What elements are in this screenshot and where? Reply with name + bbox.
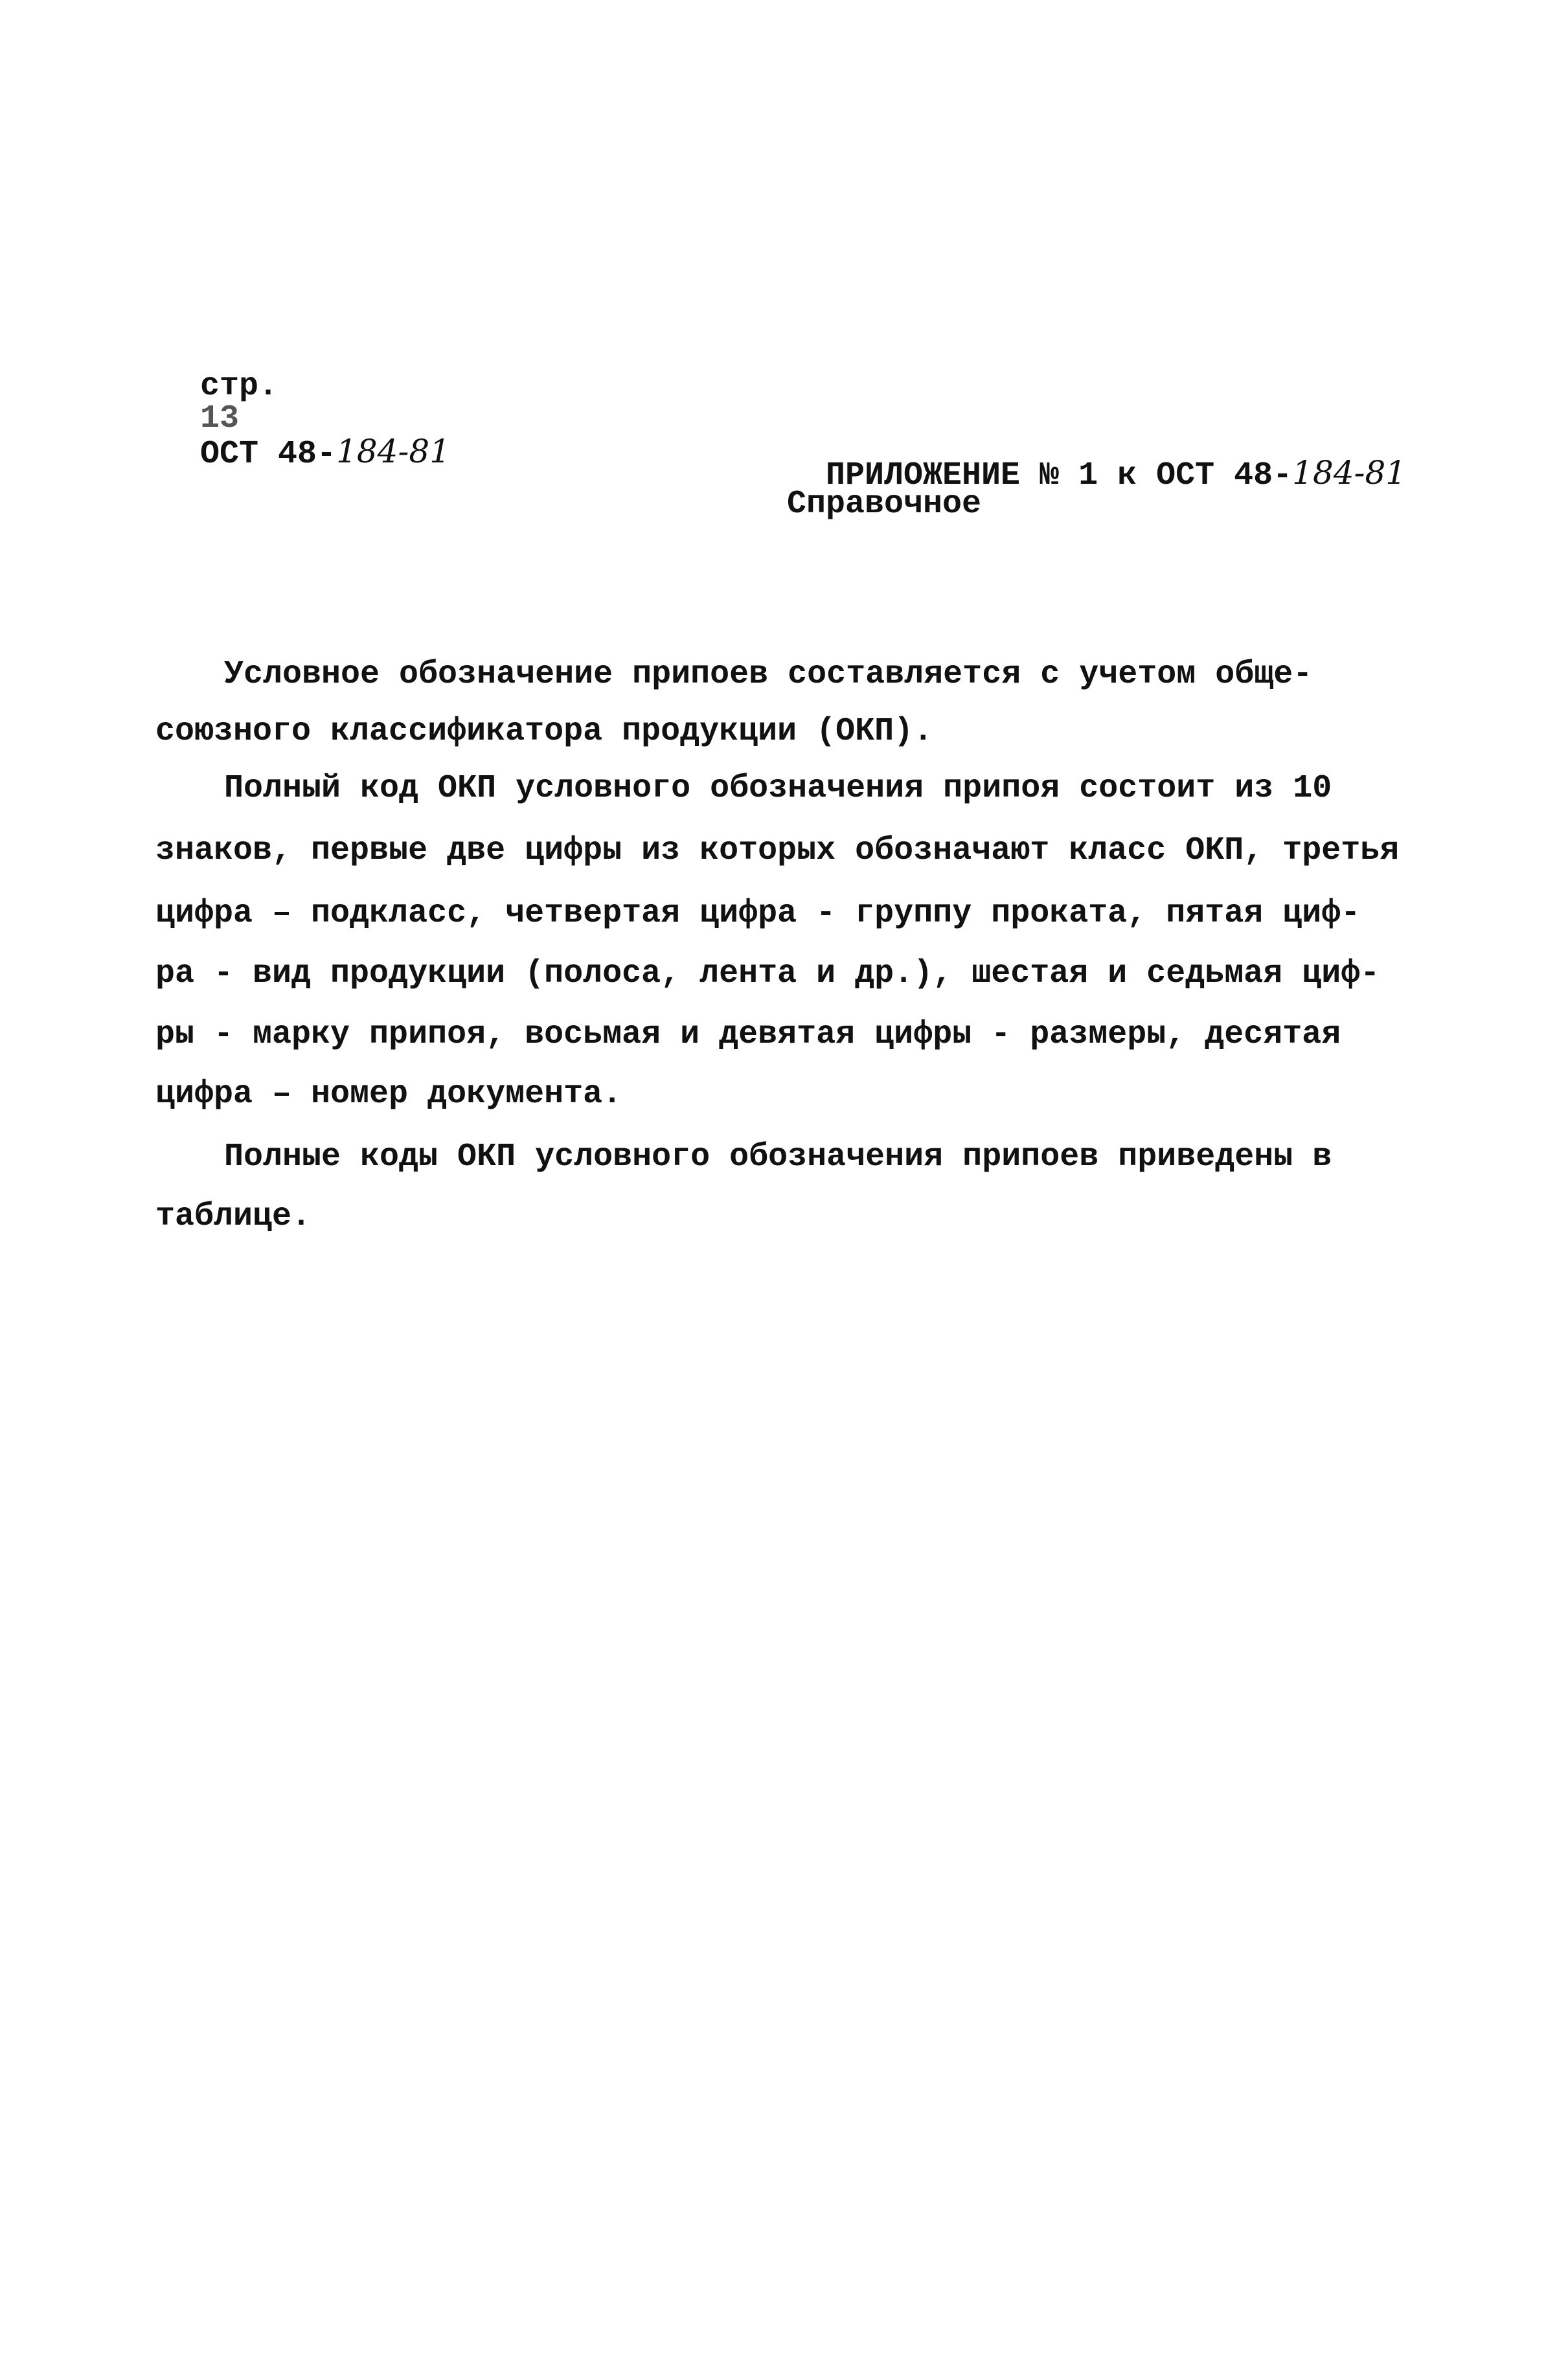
body-line: Условное обозначение припоев составляется с учетом обще- — [224, 656, 1313, 693]
body-line: союзного классификатора продукции (ОКП). — [155, 713, 933, 750]
appendix-title-handwritten: 184-81 — [1292, 454, 1407, 492]
appendix-title — [787, 424, 1406, 492]
appendix-subtitle: Справочное — [787, 486, 982, 523]
body-line: Полный код ОКП условного обозначения припоя состоит из 10 — [224, 770, 1332, 807]
body-line: знаков, первые две цифры из которых обозначают класс ОКП, третья — [155, 832, 1400, 869]
body-line: цифра – подкласс, четвертая цифра - группу проката, пятая циф- — [155, 895, 1361, 932]
page-header — [161, 338, 450, 471]
appendix-title-text: ПРИЛОЖЕНИЕ № 1 к ОСТ 48- — [826, 457, 1293, 494]
page-ref-prefix: стр. — [200, 368, 278, 405]
page-ref-handwritten: 184-81 — [336, 433, 451, 470]
body-line: ра - вид продукции (полоса, лента и др.), шестая и седьмая циф- — [155, 955, 1380, 992]
body-line: цифра – номер документа. — [155, 1076, 622, 1113]
body-line: ры - марку припоя, восьмая и девятая цифры - размеры, десятая — [155, 1016, 1341, 1053]
page-number: 13 — [200, 400, 240, 437]
body-line: Полные коды ОКП условного обозначения припоев приведены в — [224, 1139, 1332, 1175]
page-ref-standard: ОСТ 48- — [200, 436, 337, 473]
body-line: таблице. — [155, 1198, 312, 1235]
